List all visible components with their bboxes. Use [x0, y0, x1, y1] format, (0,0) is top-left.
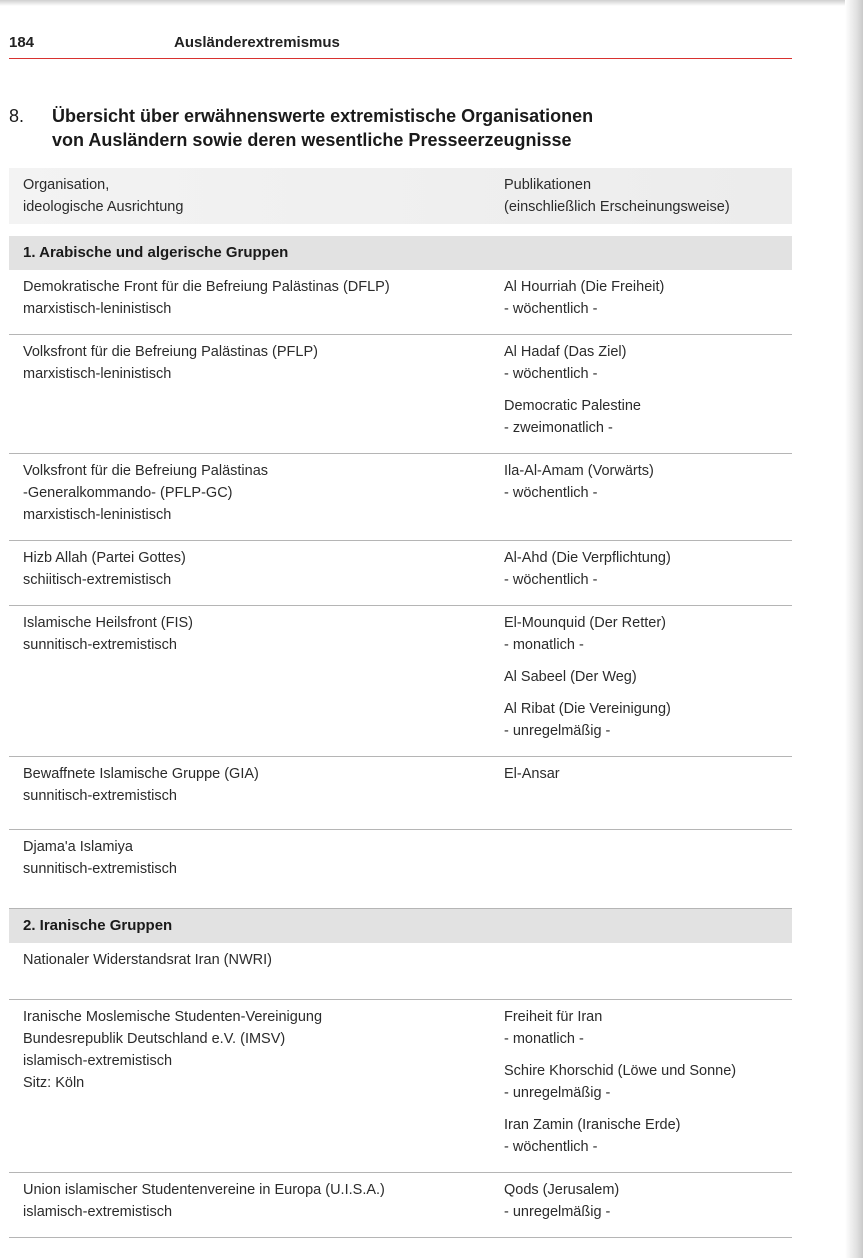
publications-cell: [504, 1179, 789, 1233]
table-header: [9, 168, 792, 224]
section-title-line: von Ausländern sowie deren wesentliche Presseerzeugnisse: [52, 130, 572, 150]
publication: [504, 1114, 789, 1158]
publications-cell: [504, 341, 789, 449]
publication: [504, 1060, 789, 1104]
publication: [504, 395, 789, 439]
page-top-edge: [0, 0, 863, 6]
column-header-organisation: [23, 174, 183, 218]
organisation-cell: [23, 763, 493, 807]
publication-title: Schire Khorschid (Löwe und Sonne): [504, 1063, 737, 1079]
organisation-detail: islamisch-extremistisch: [23, 1053, 173, 1069]
publication-title: Al Sabeel (Der Weg): [504, 669, 637, 685]
group-header: [9, 236, 792, 270]
publication-frequency: - wöchentlich -: [504, 1139, 598, 1155]
organisation-cell: [23, 460, 493, 526]
organisation-name: Djama'a Islamiya: [23, 839, 133, 855]
column-header-publications: [504, 174, 730, 218]
organisation-name: Volksfront für die Befreiung Palästinas (PFLP): [23, 344, 318, 360]
organisation-detail: schiitisch-extremistisch: [23, 572, 172, 588]
publication-frequency: - wöchentlich -: [504, 301, 598, 317]
publication: [504, 763, 789, 785]
publication: [504, 1006, 789, 1050]
organisation-cell: [23, 612, 493, 656]
table-row: [9, 270, 792, 335]
publication-frequency: - wöchentlich -: [504, 485, 598, 501]
column-header-line: Publikationen: [504, 177, 592, 193]
publication-title: Ila-Al-Amam (Vorwärts): [504, 463, 654, 479]
group-title: 1. Arabische und algerische Gruppen: [23, 244, 289, 261]
organisation-detail: -Generalkommando- (PFLP-GC): [23, 485, 233, 501]
organisation-cell: [23, 1006, 493, 1094]
publication-title: El-Ansar: [504, 766, 560, 782]
publications-cell: [504, 763, 789, 795]
table-row: [9, 943, 792, 1000]
publication-title: Al Hadaf (Das Ziel): [504, 344, 627, 360]
organisation-name: Islamische Heilsfront (FIS): [23, 615, 194, 631]
organisations-table: [9, 168, 792, 1238]
publications-cell: [504, 276, 789, 330]
publication-frequency: - unregelmäßig -: [504, 1085, 611, 1101]
publication-title: El-Mounquid (Der Retter): [504, 615, 666, 631]
publication-title: Al-Ahd (Die Verpflichtung): [504, 550, 671, 566]
publication: [504, 612, 789, 656]
page-number: 184: [9, 34, 35, 51]
table-row: [9, 1173, 792, 1238]
publications-cell: [504, 612, 789, 752]
publication: [504, 666, 789, 688]
organisation-name: Iranische Moslemische Studenten-Vereinigung: [23, 1009, 323, 1025]
running-title: Ausländerextremismus: [174, 34, 340, 51]
publication-title: Democratic Palestine: [504, 398, 641, 414]
section-title: [52, 104, 772, 152]
organisation-detail: islamisch-extremistisch: [23, 1204, 173, 1220]
organisation-cell: [23, 341, 493, 385]
organisation-name: Nationaler Widerstandsrat Iran (NWRI): [23, 952, 272, 968]
table-body: [9, 224, 792, 1238]
publication-title: Al Ribat (Die Vereinigung): [504, 701, 671, 717]
organisation-cell: [23, 1179, 493, 1223]
publication-frequency: - monatlich -: [504, 637, 584, 653]
publication: [504, 460, 789, 504]
column-header-line: ideologische Ausrichtung: [23, 199, 184, 215]
section-number: 8.: [9, 106, 25, 126]
publications-cell: [504, 1006, 789, 1168]
table-row: [9, 757, 792, 830]
running-head: [9, 30, 792, 59]
publication-frequency: - monatlich -: [504, 1031, 584, 1047]
publication-frequency: - unregelmäßig -: [504, 1204, 611, 1220]
group-spacer: [9, 224, 792, 236]
column-header-line: Organisation,: [23, 177, 110, 193]
publication: [504, 341, 789, 385]
publication: [504, 698, 789, 742]
organisation-detail: Sitz: Köln: [23, 1075, 85, 1091]
organisation-cell: [23, 836, 493, 880]
group-header: [9, 909, 792, 943]
page-right-edge: [845, 0, 863, 1258]
publication-title: Iran Zamin (Iranische Erde): [504, 1117, 681, 1133]
publication-title: Qods (Jerusalem): [504, 1182, 620, 1198]
organisation-name: Demokratische Front für die Befreiung Palästinas (DFLP): [23, 279, 390, 295]
organisation-detail: marxistisch-leninistisch: [23, 507, 172, 523]
organisation-name: Hizb Allah (Partei Gottes): [23, 550, 186, 566]
organisation-cell: [23, 949, 493, 971]
organisation-name: Union islamischer Studentenvereine in Europa (U.I.S.A.): [23, 1182, 385, 1198]
publication: [504, 276, 789, 320]
table-row: [9, 1000, 792, 1173]
table-row: [9, 606, 792, 757]
publication: [504, 547, 789, 591]
organisation-detail: marxistisch-leninistisch: [23, 301, 172, 317]
table-row: [9, 335, 792, 454]
publication-frequency: - zweimonatlich -: [504, 420, 613, 436]
publication-frequency: - wöchentlich -: [504, 366, 598, 382]
organisation-name: Volksfront für die Befreiung Palästinas: [23, 463, 269, 479]
publication-title: Al Hourriah (Die Freiheit): [504, 279, 665, 295]
publication-title: Freiheit für Iran: [504, 1009, 603, 1025]
publications-cell: [504, 460, 789, 514]
table-row: [9, 541, 792, 606]
organisation-detail: sunnitisch-extremistisch: [23, 861, 177, 877]
group-title: 2. Iranische Gruppen: [23, 917, 173, 934]
organisation-detail: marxistisch-leninistisch: [23, 366, 172, 382]
organisation-cell: [23, 276, 493, 320]
publication-frequency: - wöchentlich -: [504, 572, 598, 588]
section-title-line: Übersicht über erwähnenswerte extremistische Organisationen: [52, 106, 594, 126]
publication: [504, 1179, 789, 1223]
table-row: [9, 830, 792, 909]
organisation-name: Bewaffnete Islamische Gruppe (GIA): [23, 766, 259, 782]
table-row: [9, 454, 792, 541]
organisation-detail: sunnitisch-extremistisch: [23, 788, 177, 804]
publications-cell: [504, 547, 789, 601]
column-header-line: (einschließlich Erscheinungsweise): [504, 199, 730, 215]
publication-frequency: - unregelmäßig -: [504, 723, 611, 739]
organisation-detail: sunnitisch-extremistisch: [23, 637, 177, 653]
organisation-detail: Bundesrepublik Deutschland e.V. (IMSV): [23, 1031, 286, 1047]
organisation-cell: [23, 547, 493, 591]
